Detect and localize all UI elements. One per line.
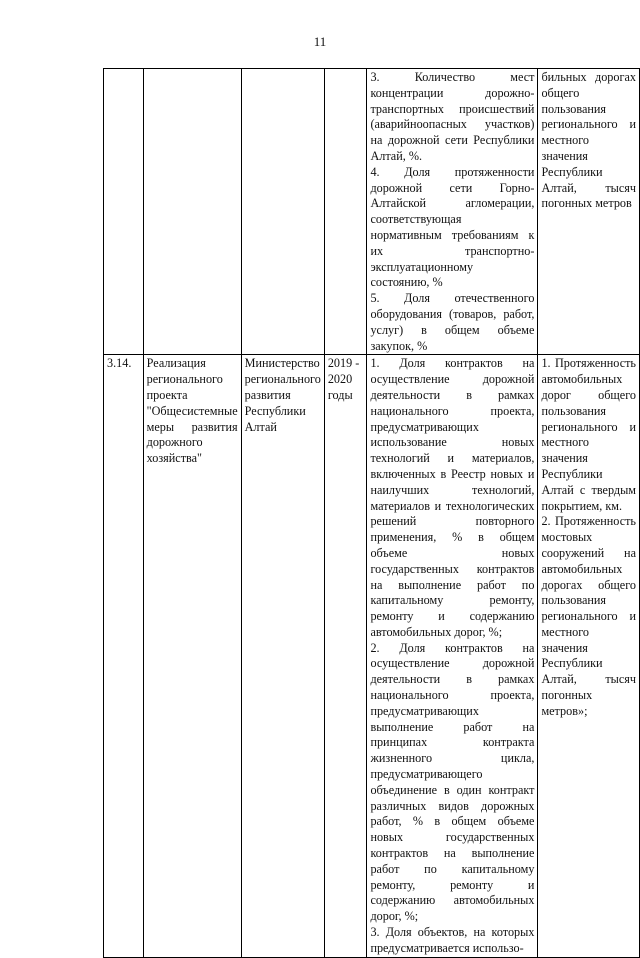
results-text: бильных дорогах общего пользования регионального и местного значения Республики Алтай, тысяч погонных метров	[541, 70, 636, 211]
results-cell	[538, 355, 640, 957]
results-text: 1. Протяженность автомобильных дорог общего пользования регионального и местного значения Республики Алтай с твердым покрытием, км. 2. Протяженность мостовых сооружений на автомобильных дорогах общего пользования регионального и местного значения Республики Алтай, тысяч погонных метров»;	[541, 356, 636, 718]
number-cell: 3.14.	[104, 355, 144, 957]
table-row	[104, 69, 640, 355]
table-row	[104, 355, 640, 957]
page-number: 11	[313, 34, 327, 49]
period-cell: 2019 - 2020 годы	[324, 355, 367, 957]
period-cell	[324, 69, 367, 355]
indicators-cell	[367, 355, 538, 957]
name-cell: Реализация регионального проекта "Общесистемные меры развития дорожного хозяйства"	[143, 355, 241, 957]
indicators-text: 1. Доля контрактов на осуществление дорожной деятельности в рамках национального проекта, предусматривающих использование новых технологий и материалов, включенных в Реестр новых и наилучших технологий, материалов и технологических решений повторного применения, % в общем объеме новых государственных контрактов на выполнение работ по капитальному ремонту, ремонту и содержанию автомобильных дорог, %; 2. Доля контрактов на осуществление дорожной деятельности в рамках национального проекта, предусматривающих выполнение работ на принципах контракта жизненного цикла, предусматривающего объединение в один контракт различных видов дорожных работ, % в общем объеме новых государственных контрактов на выполнение работ по капитальному ремонту, ремонту и содержанию автомобильных дорог, %; 3. Доля объектов, на которых предусматривается использо-	[370, 356, 535, 955]
indicators-text: 3. Количество мест концентрации дорожно-транспортных происшествий (аварийноопасных участков) на дорожной сети Республики Алтай, %. 4. Доля протяженности дорожной сети Горно-Алтайской агломерации, соответствующая нормативным требованиям к их транспортно-эксплуатационному состоянию, % 5. Доля отечественного оборудования (товаров, работ, услуг) в общем объеме закупок, %	[370, 70, 535, 353]
executor-cell: Министерство регионального развития Республики Алтай	[241, 355, 324, 957]
measures-table	[103, 68, 640, 958]
number-cell	[104, 69, 144, 355]
executor-cell	[241, 69, 324, 355]
results-cell	[538, 69, 640, 355]
indicators-cell	[367, 69, 538, 355]
name-cell	[143, 69, 241, 355]
